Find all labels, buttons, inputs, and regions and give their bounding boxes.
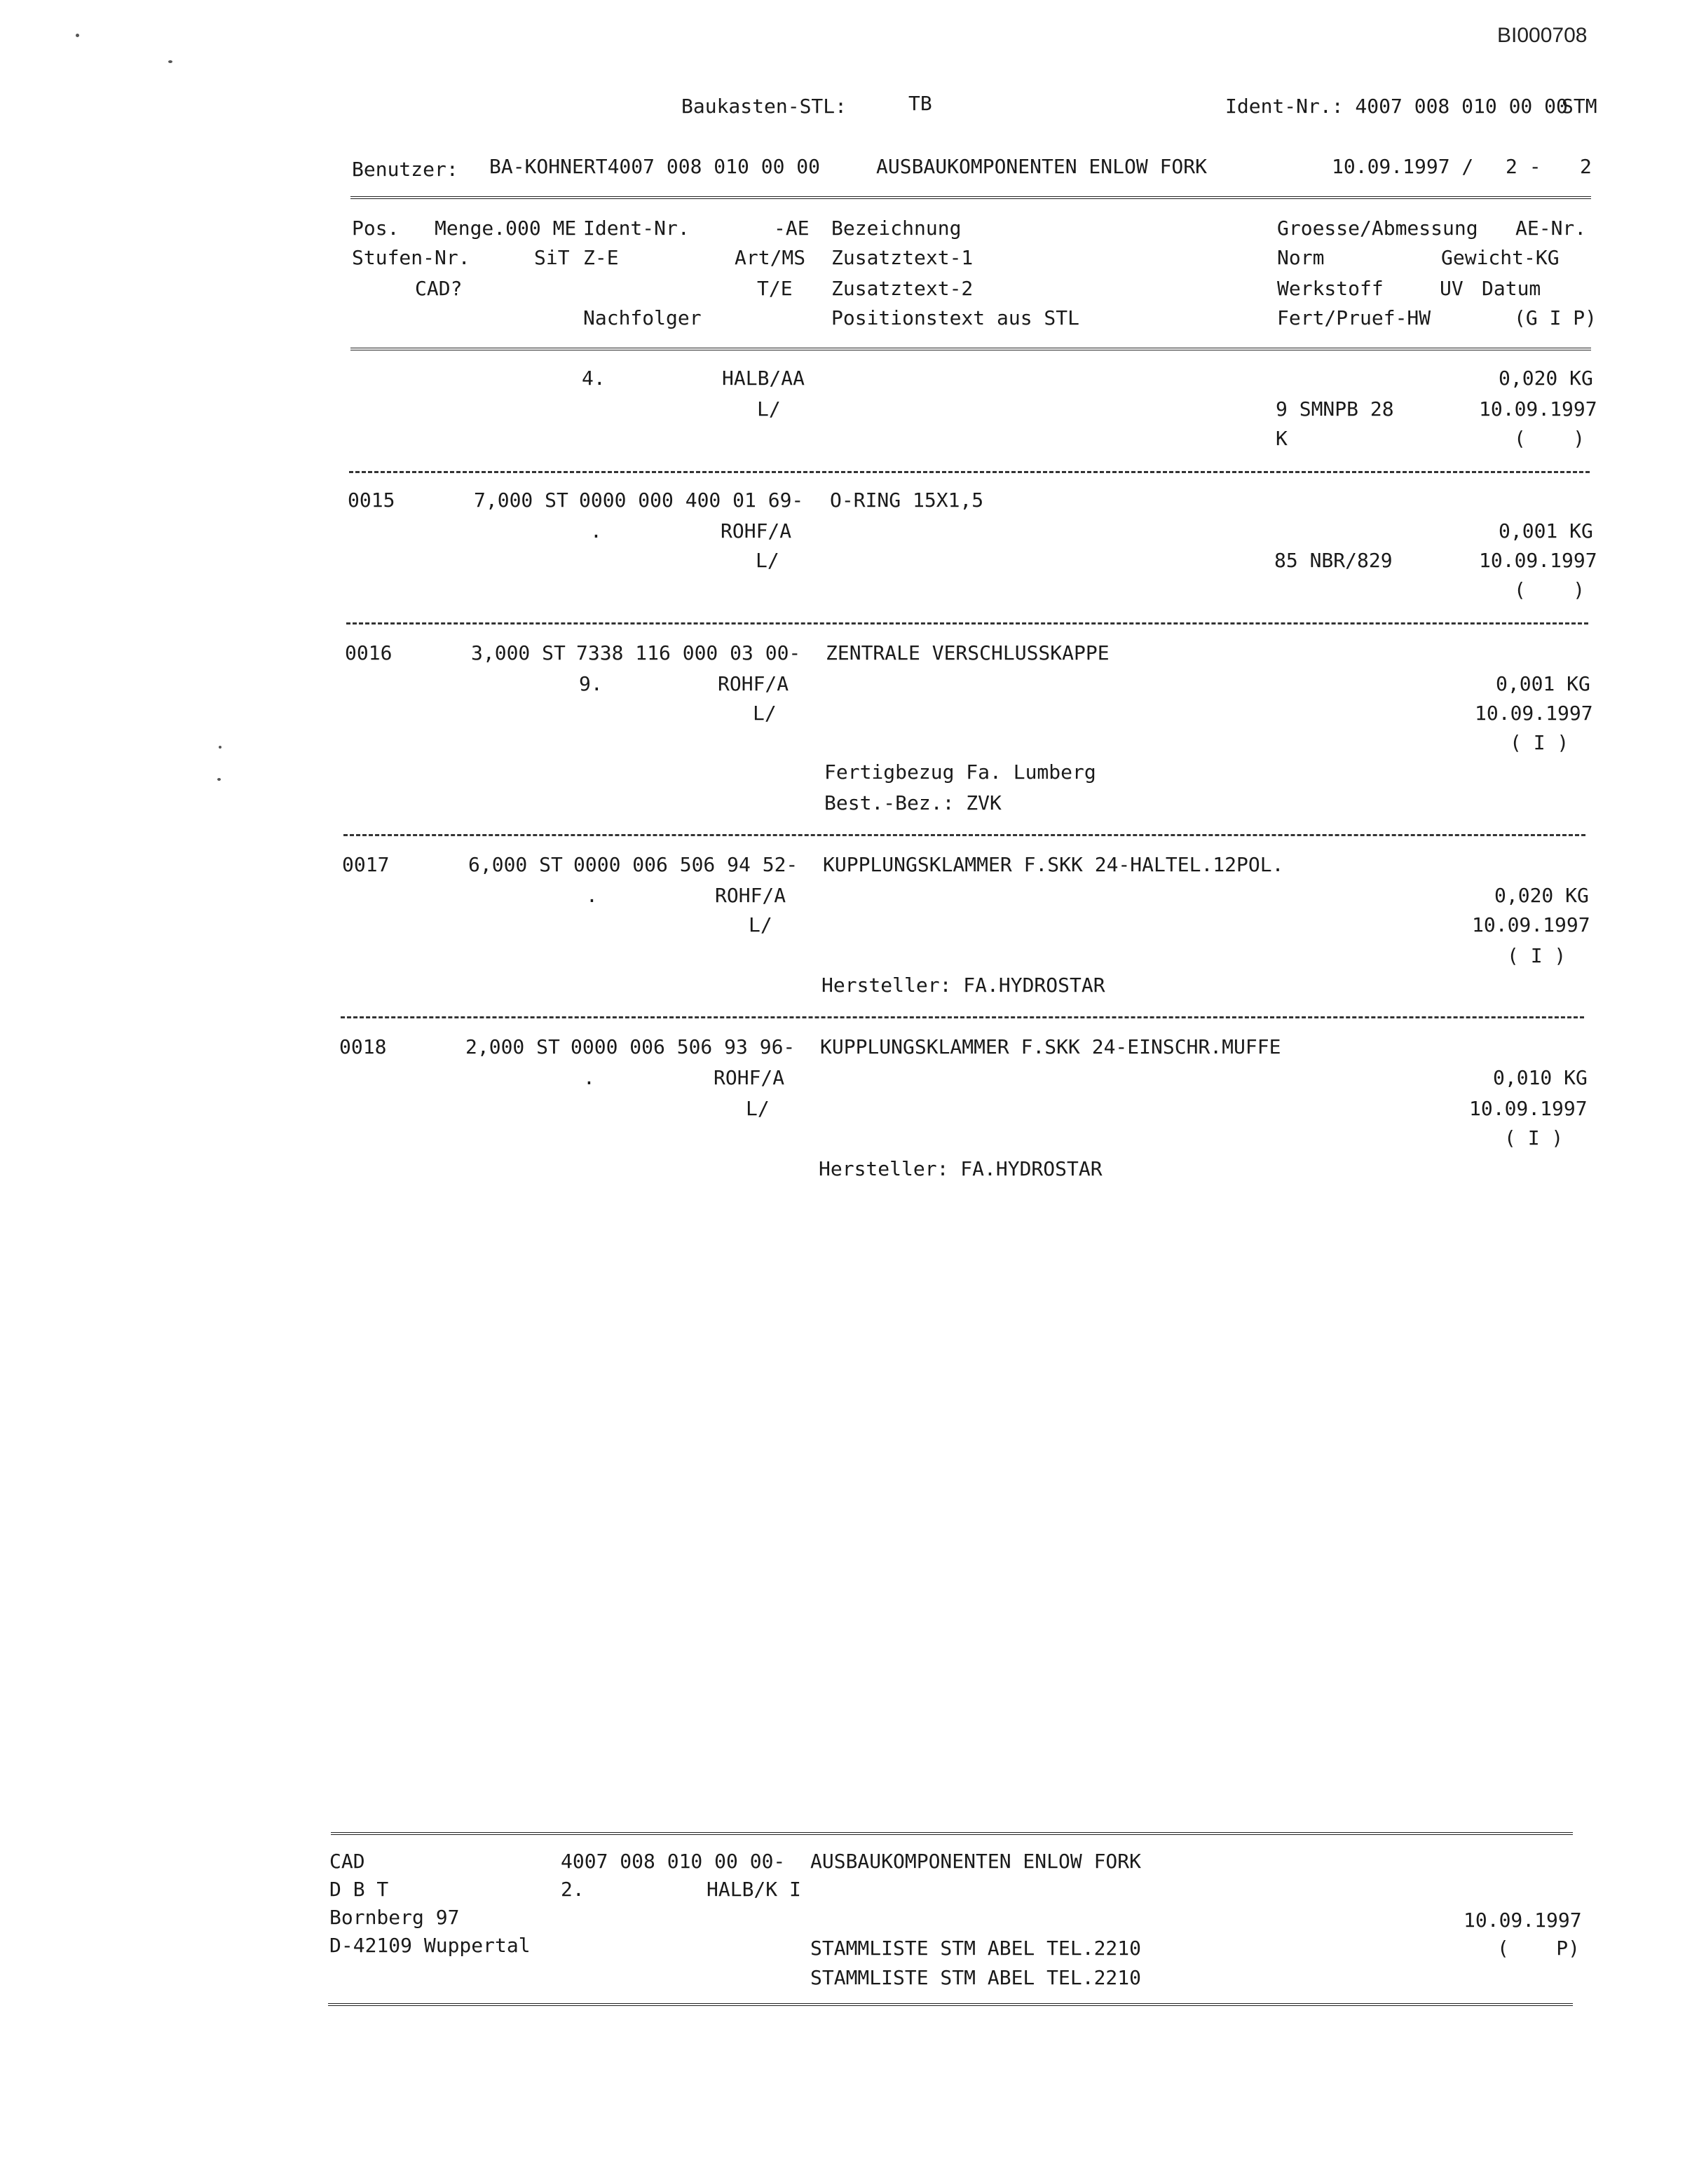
footer-stufe: 2. bbox=[561, 1878, 585, 1901]
footer-art: HALB/K I bbox=[707, 1878, 801, 1901]
footer-city: D-42109 Wuppertal bbox=[329, 1934, 531, 1957]
col-nachfolger: Nachfolger bbox=[583, 306, 702, 329]
footer-ident: 4007 008 010 00 00- bbox=[561, 1850, 786, 1873]
scan-speck bbox=[168, 60, 172, 63]
footer-gip: ( P) bbox=[1497, 1937, 1581, 1960]
item-pos: 0018 bbox=[339, 1035, 387, 1058]
header-rule bbox=[350, 196, 1591, 201]
item-werkstoff: 9 SMNPB 28 bbox=[1276, 397, 1394, 421]
header-description: AUSBAUKOMPONENTEN ENLOW FORK bbox=[876, 155, 1208, 178]
user-label: Benutzer: bbox=[352, 158, 458, 181]
header-ident: Ident-Nr.: 4007 008 010 00 00 bbox=[1225, 95, 1568, 118]
item-werkstoff: 85 NBR/829 bbox=[1274, 549, 1393, 572]
col-artms: Art/MS bbox=[735, 246, 806, 269]
item-bezeichnung: O-RING 15X1,5 bbox=[830, 489, 984, 512]
item-te: L/ bbox=[757, 397, 781, 421]
item-gip: ( I ) bbox=[1510, 731, 1569, 754]
footer-rule-bottom bbox=[328, 2003, 1573, 2008]
item-weight: 0,001 KG bbox=[1499, 519, 1593, 542]
col-bezeichnung: Bezeichnung bbox=[831, 217, 962, 240]
item-date: 10.09.1997 bbox=[1475, 702, 1593, 725]
item-stufe: . bbox=[590, 519, 602, 542]
item-pos: 0015 bbox=[348, 489, 395, 512]
item-date: 10.09.1997 bbox=[1479, 397, 1597, 421]
footer-description: AUSBAUKOMPONENTEN ENLOW FORK bbox=[810, 1850, 1142, 1873]
col-datum: Datum bbox=[1482, 277, 1541, 300]
item-te: L/ bbox=[756, 549, 779, 572]
col-pos: Pos. bbox=[352, 217, 400, 240]
item-bezeichnung: KUPPLUNGSKLAMMER F.SKK 24-EINSCHR.MUFFE bbox=[820, 1035, 1281, 1058]
item-pos: 0017 bbox=[342, 853, 390, 876]
header-date: 10.09.1997 / bbox=[1332, 155, 1474, 178]
item-text2: Best.-Bez.: ZVK bbox=[824, 791, 1002, 814]
col-te: T/E bbox=[757, 277, 793, 300]
scan-speck bbox=[217, 778, 221, 781]
item-stufe: 4. bbox=[582, 367, 606, 390]
footer-rule-top bbox=[331, 1832, 1573, 1837]
item-menge: 6,000 ST bbox=[468, 853, 563, 876]
item-weight: 0,020 KG bbox=[1494, 884, 1589, 907]
header-page-b: 2 bbox=[1580, 155, 1592, 178]
item-divider bbox=[341, 1016, 1584, 1018]
scan-speck bbox=[219, 746, 221, 749]
footer-stamm2: STAMMLISTE STM ABEL TEL.2210 bbox=[810, 1966, 1142, 1989]
item-gip: ( I ) bbox=[1507, 944, 1567, 967]
item-ident: 0000 000 400 01 69- bbox=[579, 489, 804, 512]
item-art: ROHF/A bbox=[715, 884, 786, 907]
item-te: L/ bbox=[753, 702, 777, 725]
item-divider bbox=[349, 471, 1590, 473]
item-date: 10.09.1997 bbox=[1472, 913, 1590, 936]
item-weight: 0,001 KG bbox=[1496, 672, 1590, 695]
item-text1: Fertigbezug Fa. Lumberg bbox=[824, 760, 1096, 784]
item-divider bbox=[343, 834, 1585, 836]
item-art: HALB/AA bbox=[722, 367, 805, 390]
user-value: BA-KOHNERT4007 008 010 00 00 bbox=[489, 155, 821, 178]
item-art: ROHF/A bbox=[718, 672, 789, 695]
item-stufe: 9. bbox=[579, 672, 603, 695]
item-divider bbox=[346, 622, 1588, 625]
footer-date: 10.09.1997 bbox=[1464, 1909, 1582, 1932]
item-bezeichnung: KUPPLUNGSKLAMMER F.SKK 24-HALTEL.12POL. bbox=[823, 853, 1284, 876]
item-text1: Hersteller: FA.HYDROSTAR bbox=[819, 1157, 1103, 1180]
col-ident: Ident-Nr. bbox=[583, 217, 690, 240]
scan-speck bbox=[76, 34, 79, 37]
col-gip: (G I P) bbox=[1514, 306, 1597, 329]
item-stufe: . bbox=[586, 884, 598, 907]
item-bezeichnung: ZENTRALE VERSCHLUSSKAPPE bbox=[826, 641, 1110, 664]
col-cad: CAD? bbox=[415, 277, 463, 300]
item-text1: Hersteller: FA.HYDROSTAR bbox=[821, 974, 1105, 997]
item-art: ROHF/A bbox=[714, 1066, 785, 1089]
header-page-a: 2 - bbox=[1506, 155, 1541, 178]
footer-dbt: D B T bbox=[329, 1878, 389, 1901]
col-groesse: Groesse/Abmessung bbox=[1277, 217, 1478, 240]
item-ident: 7338 116 000 03 00- bbox=[576, 641, 801, 664]
document-id: BI000708 bbox=[1497, 24, 1588, 47]
item-date: 10.09.1997 bbox=[1479, 549, 1597, 572]
footer-cad: CAD bbox=[329, 1850, 365, 1873]
col-gewicht: Gewicht-KG bbox=[1441, 246, 1560, 269]
item-menge: 7,000 ST bbox=[474, 489, 568, 512]
item-te: L/ bbox=[749, 913, 772, 936]
item-menge: 2,000 ST bbox=[465, 1035, 560, 1058]
col-zusatz1: Zusatztext-1 bbox=[831, 246, 974, 269]
item-gip: ( I ) bbox=[1504, 1126, 1564, 1149]
item-stufe: . bbox=[583, 1066, 595, 1089]
item-weight: 0,010 KG bbox=[1493, 1066, 1588, 1089]
item-menge: 3,000 ST bbox=[471, 641, 566, 664]
col-ae-nr: AE-Nr. bbox=[1515, 217, 1587, 240]
item-ident: 0000 006 506 94 52- bbox=[573, 853, 798, 876]
header-ident-suffix: STM bbox=[1562, 95, 1597, 118]
col-positionstext: Positionstext aus STL bbox=[831, 306, 1080, 329]
header-title-label: Baukasten-STL: bbox=[681, 95, 847, 118]
item-date: 10.09.1997 bbox=[1469, 1097, 1588, 1120]
col-werkstoff: Werkstoff bbox=[1277, 277, 1384, 300]
item-weight: 0,020 KG bbox=[1499, 367, 1593, 390]
col-uv: UV bbox=[1440, 277, 1464, 300]
item-fert: K bbox=[1276, 427, 1288, 450]
item-pos: 0016 bbox=[345, 641, 393, 664]
item-art: ROHF/A bbox=[721, 519, 792, 542]
col-zusatz2: Zusatztext-2 bbox=[831, 277, 974, 300]
columns-rule bbox=[350, 348, 1591, 353]
footer-stamm1: STAMMLISTE STM ABEL TEL.2210 bbox=[810, 1937, 1142, 1960]
col-norm: Norm bbox=[1277, 246, 1325, 269]
item-gip: ( ) bbox=[1514, 427, 1585, 450]
footer-street: Bornberg 97 bbox=[329, 1906, 460, 1929]
col-stufen: Stufen-Nr. bbox=[352, 246, 470, 269]
col-menge: Menge.000 ME bbox=[435, 217, 577, 240]
col-ae: -AE bbox=[774, 217, 810, 240]
col-ze: Z-E bbox=[583, 246, 619, 269]
col-fert: Fert/Pruef-HW bbox=[1277, 306, 1431, 329]
col-sit: SiT bbox=[534, 246, 570, 269]
header-title-code: TB bbox=[908, 92, 932, 115]
item-te: L/ bbox=[746, 1097, 770, 1120]
item-gip: ( ) bbox=[1514, 578, 1585, 601]
item-ident: 0000 006 506 93 96- bbox=[571, 1035, 796, 1058]
